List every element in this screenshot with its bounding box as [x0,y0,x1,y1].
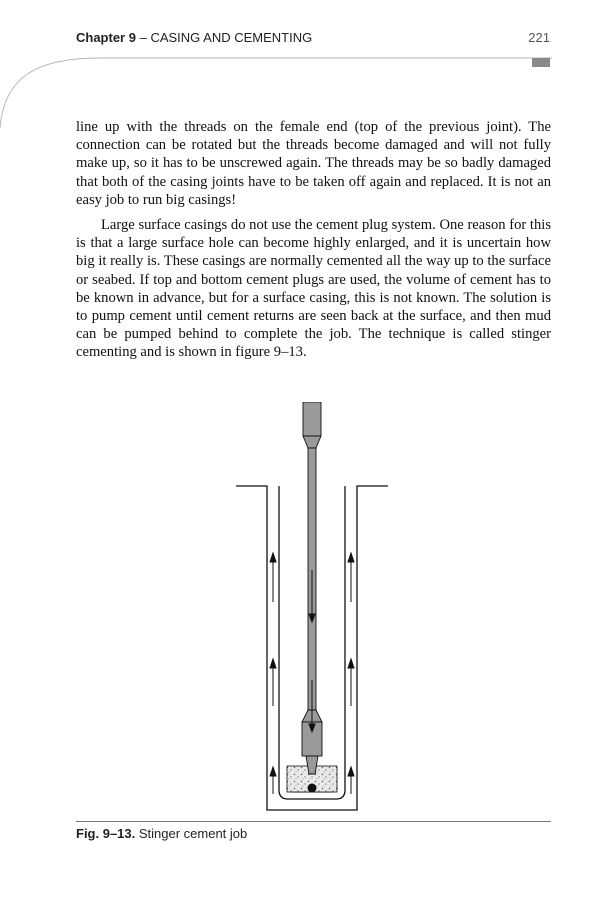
figure-caption-label: Fig. 9–13. [76,826,136,841]
chapter-title: CASING AND CEMENTING [150,30,313,45]
stinger-ball [308,784,317,793]
chapter-separator: – [135,30,151,45]
page-number: 221 [528,30,550,45]
figure-caption-text: Stinger cement job [135,826,248,841]
caption-divider [76,821,551,822]
body-text [76,118,551,362]
paragraph-2: Large surface casings do not use the cement plug system. One reason for this is that a large surface hole can become highly enlarged, and it is uncertain how big it really is. These casings are normally cemented all the way up to the surface or seabed. If top and bottom cement plugs are used, the volume of cement has to be known in advance, but for a surface casing, this is not known. The solution is to pump cement until cement returns are seen back at the surface, and then mud can be pumped behind to complete the job. The technique is called stinger cementing and is shown in figure 9–13. [76,217,551,361]
running-header [76,30,552,50]
stinger-top-joint [303,402,321,436]
thumb-tab-marker [532,58,550,67]
stinger-taper-top [303,436,321,448]
paragraph-1: line up with the threads on the female end (top of the previous joint). The connection can be rotated but the threads become damaged and will not fully make up, so it has to be unscrewed again. The threads may be so badly damaged that both of the casing joints have to be taken off again and replaced. It is not an easy job to run big casings! [76,119,551,208]
chapter-label: Chapter 9 [76,30,136,45]
chapter-heading [76,30,312,45]
stinger-cement-diagram [230,402,395,817]
figure-caption [76,826,247,841]
